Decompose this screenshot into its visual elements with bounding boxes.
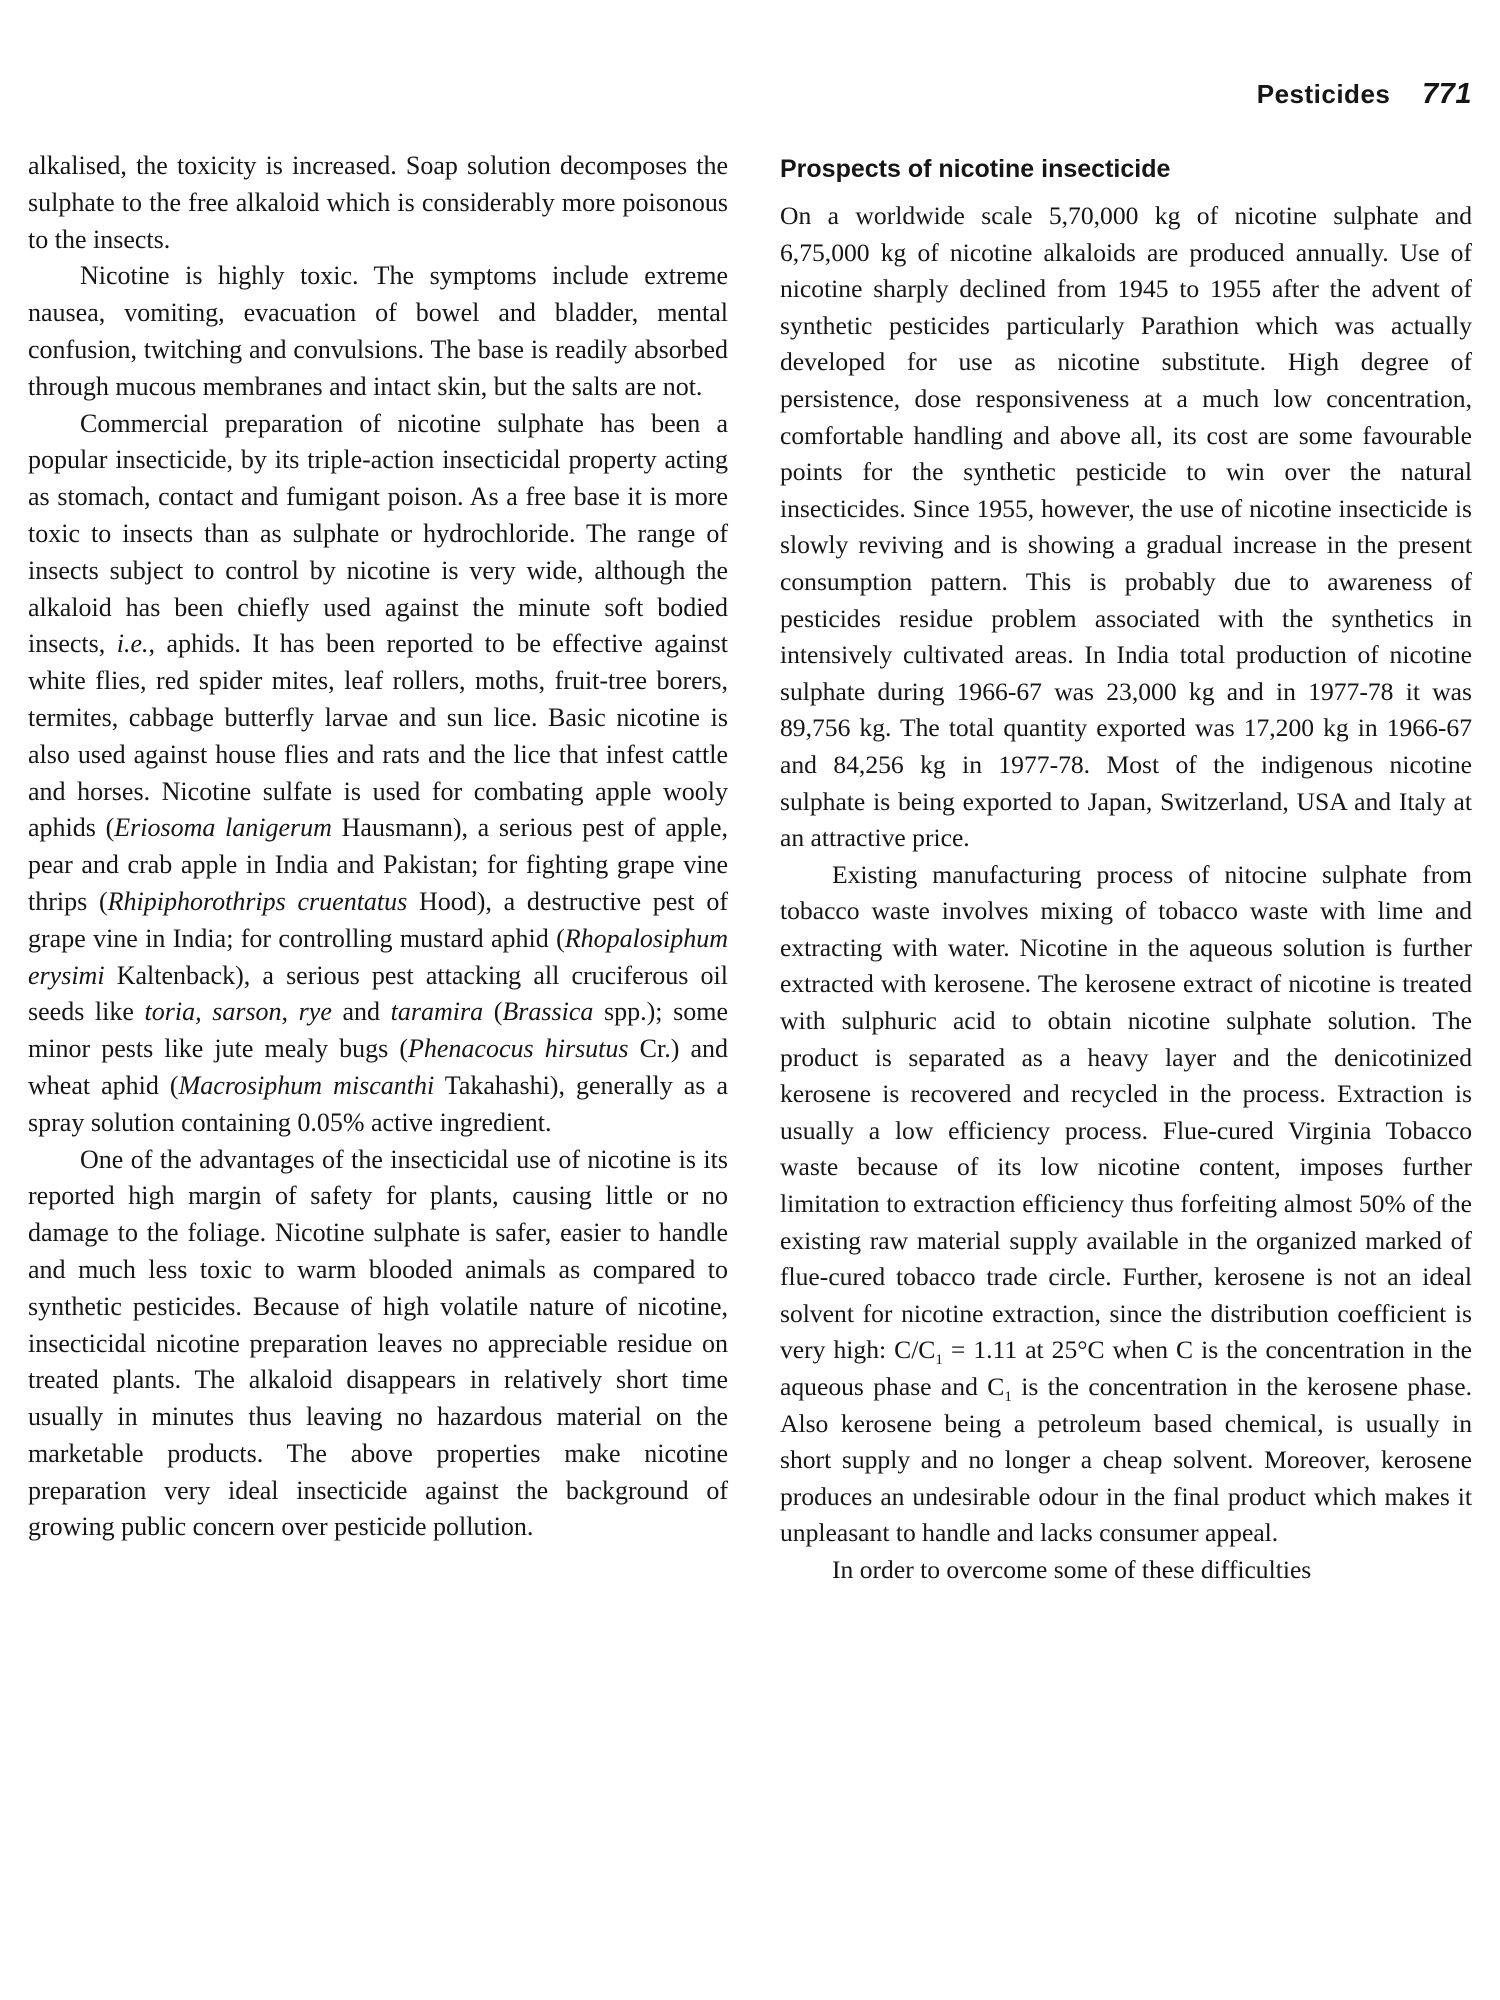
paragraph (28, 406, 728, 1142)
paragraph (780, 1552, 1472, 1589)
italic-text: Rhopalosiphum erysimi (28, 923, 728, 990)
paragraph-text: , aphids. It has been reported to be effective against white flies, red spider mites, leaf rollers, moths, fruit-tree borers, termites, cabbage butterfly larvae and sun lice. Basic nicotine is also used against house flies and rats and the lice that infest cattle and horses. Nicotine sulfate is used for combating apple wooly aphids ( (28, 629, 728, 843)
subscript-text: 1 (935, 1352, 943, 1369)
paragraph-text: ( (483, 997, 503, 1027)
paragraph-text: and (331, 997, 391, 1027)
page-number: 771 (1422, 78, 1472, 110)
italic-text: Rhipiphorothrips cruentatus (107, 886, 408, 916)
paragraph-text: Nicotine is highly toxic. The symptoms include extreme nausea, vomiting, evacuation of bowel and bladder, mental confusion, twitching and convulsions. The base is readily absorbed through mucous membranes and intact skin, but the salts are not. (28, 261, 728, 401)
subscript-text: 1 (1004, 1389, 1012, 1406)
paragraph (28, 1142, 728, 1547)
italic-text: i.e. (116, 629, 149, 659)
section-heading: Prospects of nicotine insecticide (780, 155, 1171, 183)
left-column (28, 148, 728, 1546)
paragraph-text: is the concentration in the kerosene phase. Also kerosene being a petroleum based chemical, is usually in short supply and no longer a cheap solvent. Moreover, kerosene produces an undesirable odour in the final product which makes it unpleasant to handle and lacks consumer appeal. (780, 1372, 1472, 1548)
paragraph-text: Hood), a destructive pest of grape vine in India; for controlling mustard aphid ( (28, 886, 728, 953)
paragraph-text: One of the advantages of the insecticidal use of nicotine is its reported high margin of safety for plants, causing little or no damage to the foliage. Nicotine sulphate is safer, easier to handle and much less toxic to warm blooded animals as compared to synthetic pesticides. Because of high volatile nature of nicotine, insecticidal nicotine preparation leaves no appreciable residue on treated plants. The alkaloid disappears in relatively short time usually in minutes thus leaving no hazardous material on the marketable products. The above properties make nicotine preparation very ideal insecticide against the background of growing public concern over pesticide pollution. (28, 1144, 728, 1542)
paragraph-text: In order to overcome some of these difficulties (832, 1554, 1312, 1584)
italic-text: taramira (390, 997, 484, 1027)
paragraph-text: On a worldwide scale 5,70,000 kg of nicotine sulphate and 6,75,000 kg of nicotine alkaloids are produced annually. Use of nicotine sharply declined from 1945 to 1955 after the advent of synthetic pesticides particularly Parathion which was actually developed for use as nicotine substitute. High degree of persistence, dose responsiveness at a much low concentration, comfortable handling and above all, its cost are some favourable points for the synthetic pesticide to win over the natural insecticides. Since 1955, however, the use of nicotine insecticide is slowly reviving and is showing a gradual increase in the present consumption pattern. This is probably due to awareness of pesticides residue problem associated with the synthetics in intensively cultivated areas. In India total production of nicotine sulphate during 1966-67 was 23,000 kg and in 1977-78 it was 89,756 kg. The total quantity exported was 17,200 kg in 1966-67 and 84,256 kg in 1977-78. Most of the indigenous nicotine sulphate is being exported to Japan, Switzerland, USA and Italy at an attractive price. (780, 201, 1472, 853)
paragraph (28, 148, 728, 258)
paragraph-text: = 1.11 at 25°C when C is the concentration in the aqueous phase and C (780, 1335, 1472, 1401)
italic-text: Macrosiphum miscanthi (178, 1070, 435, 1100)
running-header-title: Pesticides (1256, 79, 1391, 109)
paragraph-text: Hausmann), a serious pest of apple, pear and crab apple in India and Pakistan; for fighting grape vine thrips ( (28, 813, 728, 916)
paragraph-text: Cr.) and wheat aphid ( (28, 1034, 728, 1100)
right-column (780, 148, 1472, 1589)
paragraph-text: Existing manufacturing process of nitocine sulphate from tobacco waste involves mixing of tobacco waste with lime and extracting with water. Nicotine in the aqueous solution is further extracted with kerosene. The kerosene extract of nicotine is treated with sulphuric acid to obtain nicotine sulphate solution. The product is separated as a heavy layer and the denicotinized kerosene is recovered and recycled in the process. Extraction is usually a low efficiency process. Flue-cured Virginia Tobacco waste because of its low nicotine content, imposes further limitation to extraction efficiency thus forfeiting almost 50% of the existing raw material supply available in the organized marked of flue-cured tobacco trade circle. Further, kerosene is not an ideal solvent for nicotine extraction, since the distribution coefficient is very high: C/C (780, 859, 1472, 1365)
italic-text: Phenacocus hirsutus (408, 1034, 629, 1064)
paragraph (28, 258, 728, 405)
italic-text: toria, sarson, rye (144, 997, 332, 1027)
paragraph-text: alkalised, the toxicity is increased. Soap solution decomposes the sulphate to the free alkaloid which is considerably more poisonous to the insects. (28, 151, 728, 254)
paragraph-text: Kaltenback), a serious pest attacking all cruciferous oil seeds like (28, 960, 728, 1027)
italic-text: Brassica (502, 997, 594, 1027)
paragraph-text: spp.); some minor pests like jute mealy bugs ( (28, 997, 728, 1064)
running-header (1257, 78, 1472, 111)
paragraph (780, 857, 1472, 1552)
italic-text: Eriosoma lanigerum (114, 813, 332, 843)
paragraph (780, 198, 1472, 857)
paragraph-text: Commercial preparation of nicotine sulphate has been a popular insecticide, by its triple-action insecticidal property acting as stomach, contact and fumigant poison. As a free base it is more toxic to insects than as sulphate or hydrochloride. The range of insects subject to control by nicotine is very wide, although the alkaloid has been chiefly used against the minute soft bodied insects, (28, 408, 728, 659)
paragraph-text: Takahashi), generally as a spray solution containing 0.05% active ingredient. (28, 1070, 728, 1137)
